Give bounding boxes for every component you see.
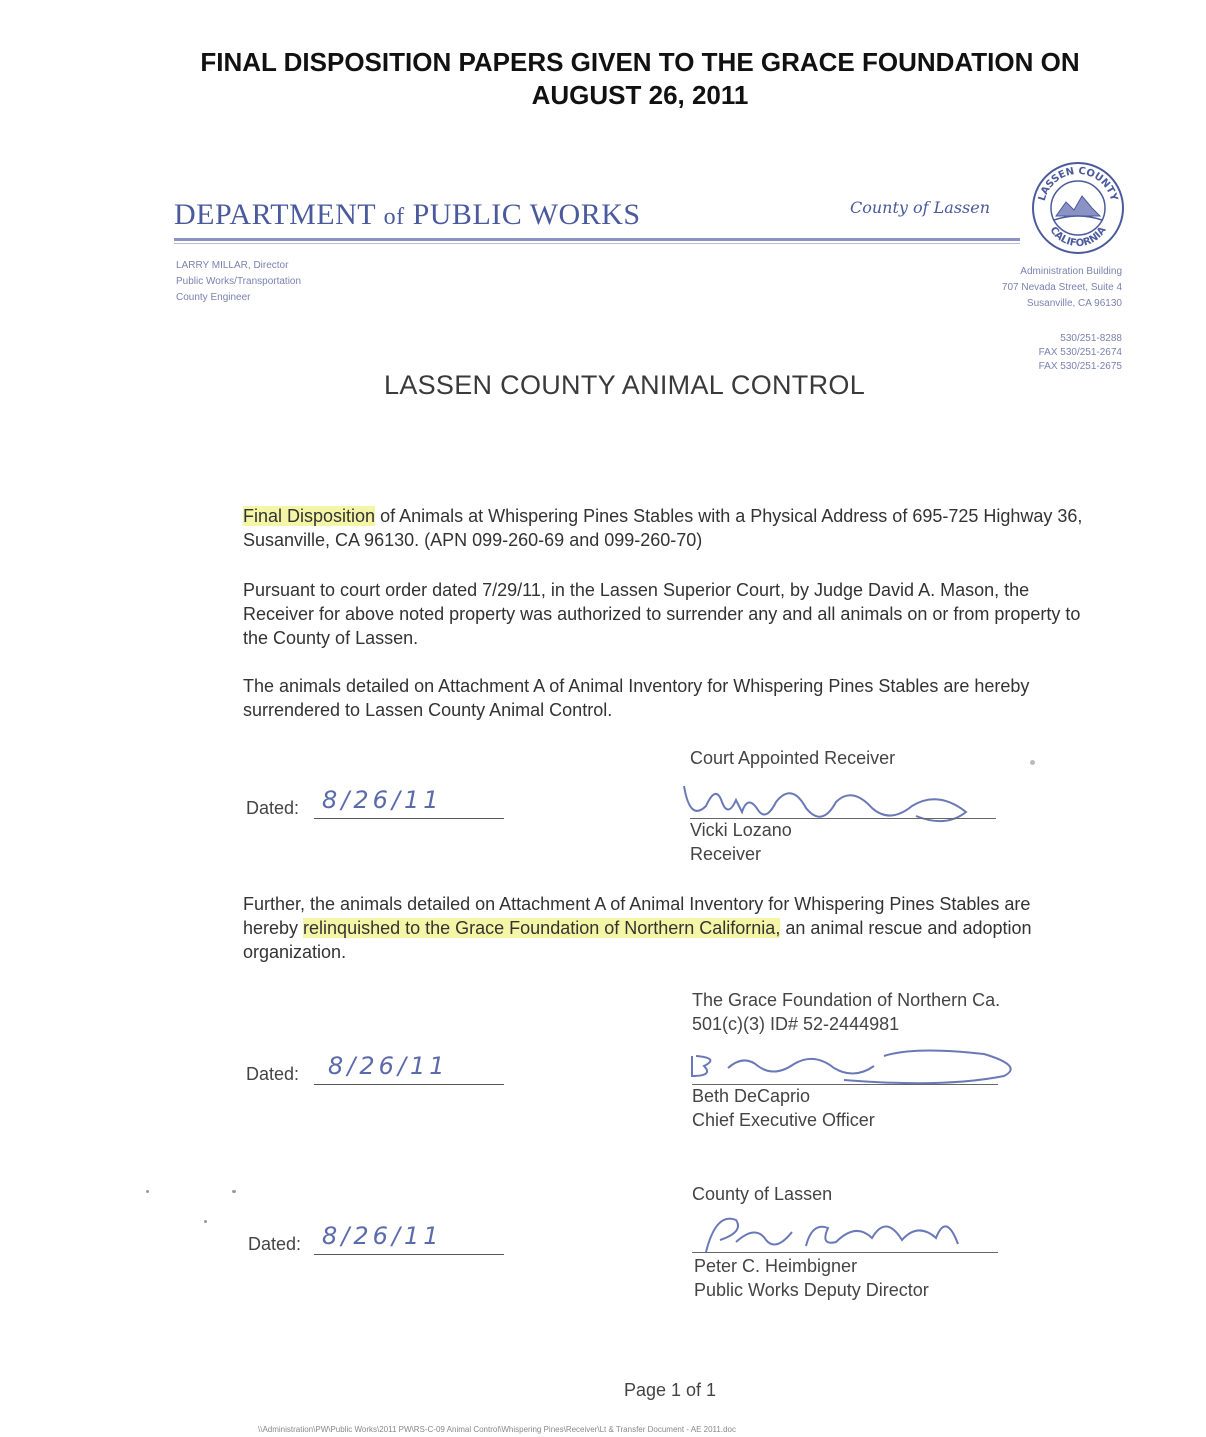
address-line-2: 707 Nevada Street, Suite 4 xyxy=(1001,282,1122,293)
grace-ceo-name: Beth DeCaprio xyxy=(692,1086,811,1106)
county-deputy-title: Public Works Deputy Director xyxy=(694,1280,929,1300)
document-title-line2: AUGUST 26, 2011 xyxy=(531,80,749,110)
signature-line-county xyxy=(692,1252,998,1253)
county-script-label: County of Lassen xyxy=(850,198,991,217)
address-line-1: Administration Building xyxy=(1020,266,1122,277)
scan-speck xyxy=(232,1190,236,1193)
date-value-grace: 8/26/11 xyxy=(328,1052,449,1080)
fax-number-1: FAX 530/251-2674 xyxy=(1038,347,1122,358)
county-deputy-signature xyxy=(696,1202,996,1262)
department-name-part3: PUBLIC WORKS xyxy=(412,198,641,231)
dated-label-grace: Dated: xyxy=(246,1064,300,1084)
scan-speck xyxy=(204,1220,207,1223)
paragraph-relinquish-start: Further, the animals detailed on Attachment A of Animal Inventory for Whispering Pines Stables are hereby xyxy=(243,894,1031,938)
receiver-name: Vicki Lozano xyxy=(690,820,792,840)
grace-ceo-title: Chief Executive Officer xyxy=(692,1110,875,1130)
page-number: Page 1 of 1 xyxy=(623,1380,717,1400)
receiver-title: Receiver xyxy=(690,844,762,864)
scan-speck xyxy=(1030,760,1035,765)
director-title-2: County Engineer xyxy=(176,292,251,303)
document-title xyxy=(100,46,1180,112)
director-block xyxy=(176,258,301,306)
date-line-grace xyxy=(314,1084,504,1085)
paragraph-disposition-text: of Animals at Whispering Pines Stables with a Physical Address of 695-725 Highway 36, Susanville, CA 96130. (APN 099-260-69 and 099-260-70) xyxy=(243,506,1083,550)
seal-bottom-text: CALIFORNIA xyxy=(1047,224,1109,250)
scan-speck xyxy=(146,1190,149,1193)
address-line-3: Susanville, CA 96130 xyxy=(1026,298,1122,309)
highlighted-final-disposition: Final Disposition xyxy=(243,506,376,526)
date-value-county: 8/26/11 xyxy=(322,1222,443,1250)
paragraph-relinquish xyxy=(243,892,1083,964)
date-line-county xyxy=(314,1254,504,1255)
grace-foundation-heading: The Grace Foundation of Northern Ca. xyxy=(692,990,1001,1010)
svg-text:CALIFORNIA xyxy=(1047,225,1108,249)
receiver-heading: Court Appointed Receiver xyxy=(690,748,896,768)
grace-foundation-id: 501(c)(3) ID# 52-2444981 xyxy=(692,1014,900,1034)
county-deputy-name: Peter C. Heimbigner xyxy=(694,1256,858,1276)
phone-block xyxy=(1039,332,1122,374)
phone-number: 530/251-8288 xyxy=(1060,333,1122,344)
county-heading: County of Lassen xyxy=(692,1184,833,1204)
letterhead-rule xyxy=(174,238,1020,241)
svg-text:LASSEN COUNTY xyxy=(1037,166,1120,203)
department-name-part1: DEPARTMENT xyxy=(174,198,376,231)
dated-label-receiver: Dated: xyxy=(246,798,300,818)
county-seal-icon xyxy=(1030,160,1126,256)
paragraph-surrender: The animals detailed on Attachment A of Animal Inventory for Whispering Pines Stables are hereby surrendered to Lassen County Animal Control. xyxy=(243,676,1030,720)
letterhead-rule-thin xyxy=(174,243,1020,244)
document-title-line1: FINAL DISPOSITION PAPERS GIVEN TO THE GRACE FOUNDATION ON xyxy=(200,47,1080,77)
director-title-1: Public Works/Transportation xyxy=(176,276,302,287)
department-name-part2: of xyxy=(383,204,405,230)
highlighted-relinquish: relinquished to the Grace Foundation of Northern California, xyxy=(303,918,781,938)
paragraph-disposition xyxy=(243,504,1083,552)
footer-file-path: \\Administration\PW\Public Works\2011 PW\RS-C-09 Animal Control\Whispering Pines\Receiver\Lt & Transfer Document - AE 2011.doc xyxy=(258,1425,736,1434)
paragraph-court-order: Pursuant to court order dated 7/29/11, in the Lassen Superior Court, by Judge David A. Mason, the Receiver for above noted property was authorized to surrender any and all animals on or from property to the County of Lassen. xyxy=(243,580,1081,648)
department-name xyxy=(174,198,641,232)
date-line-receiver xyxy=(314,818,504,819)
address-block xyxy=(1002,264,1122,312)
paragraph-relinquish-end: an animal rescue and adoption organization. xyxy=(243,918,1032,962)
fax-number-2: FAX 530/251-2675 xyxy=(1038,361,1122,372)
dated-label-county: Dated: xyxy=(248,1234,302,1254)
date-value-receiver: 8/26/11 xyxy=(322,786,443,814)
agency-title: LASSEN COUNTY ANIMAL CONTROL xyxy=(384,370,866,400)
director-name: LARRY MILLAR, Director xyxy=(176,260,289,271)
seal-top-text: LASSEN COUNTY xyxy=(1036,165,1120,203)
